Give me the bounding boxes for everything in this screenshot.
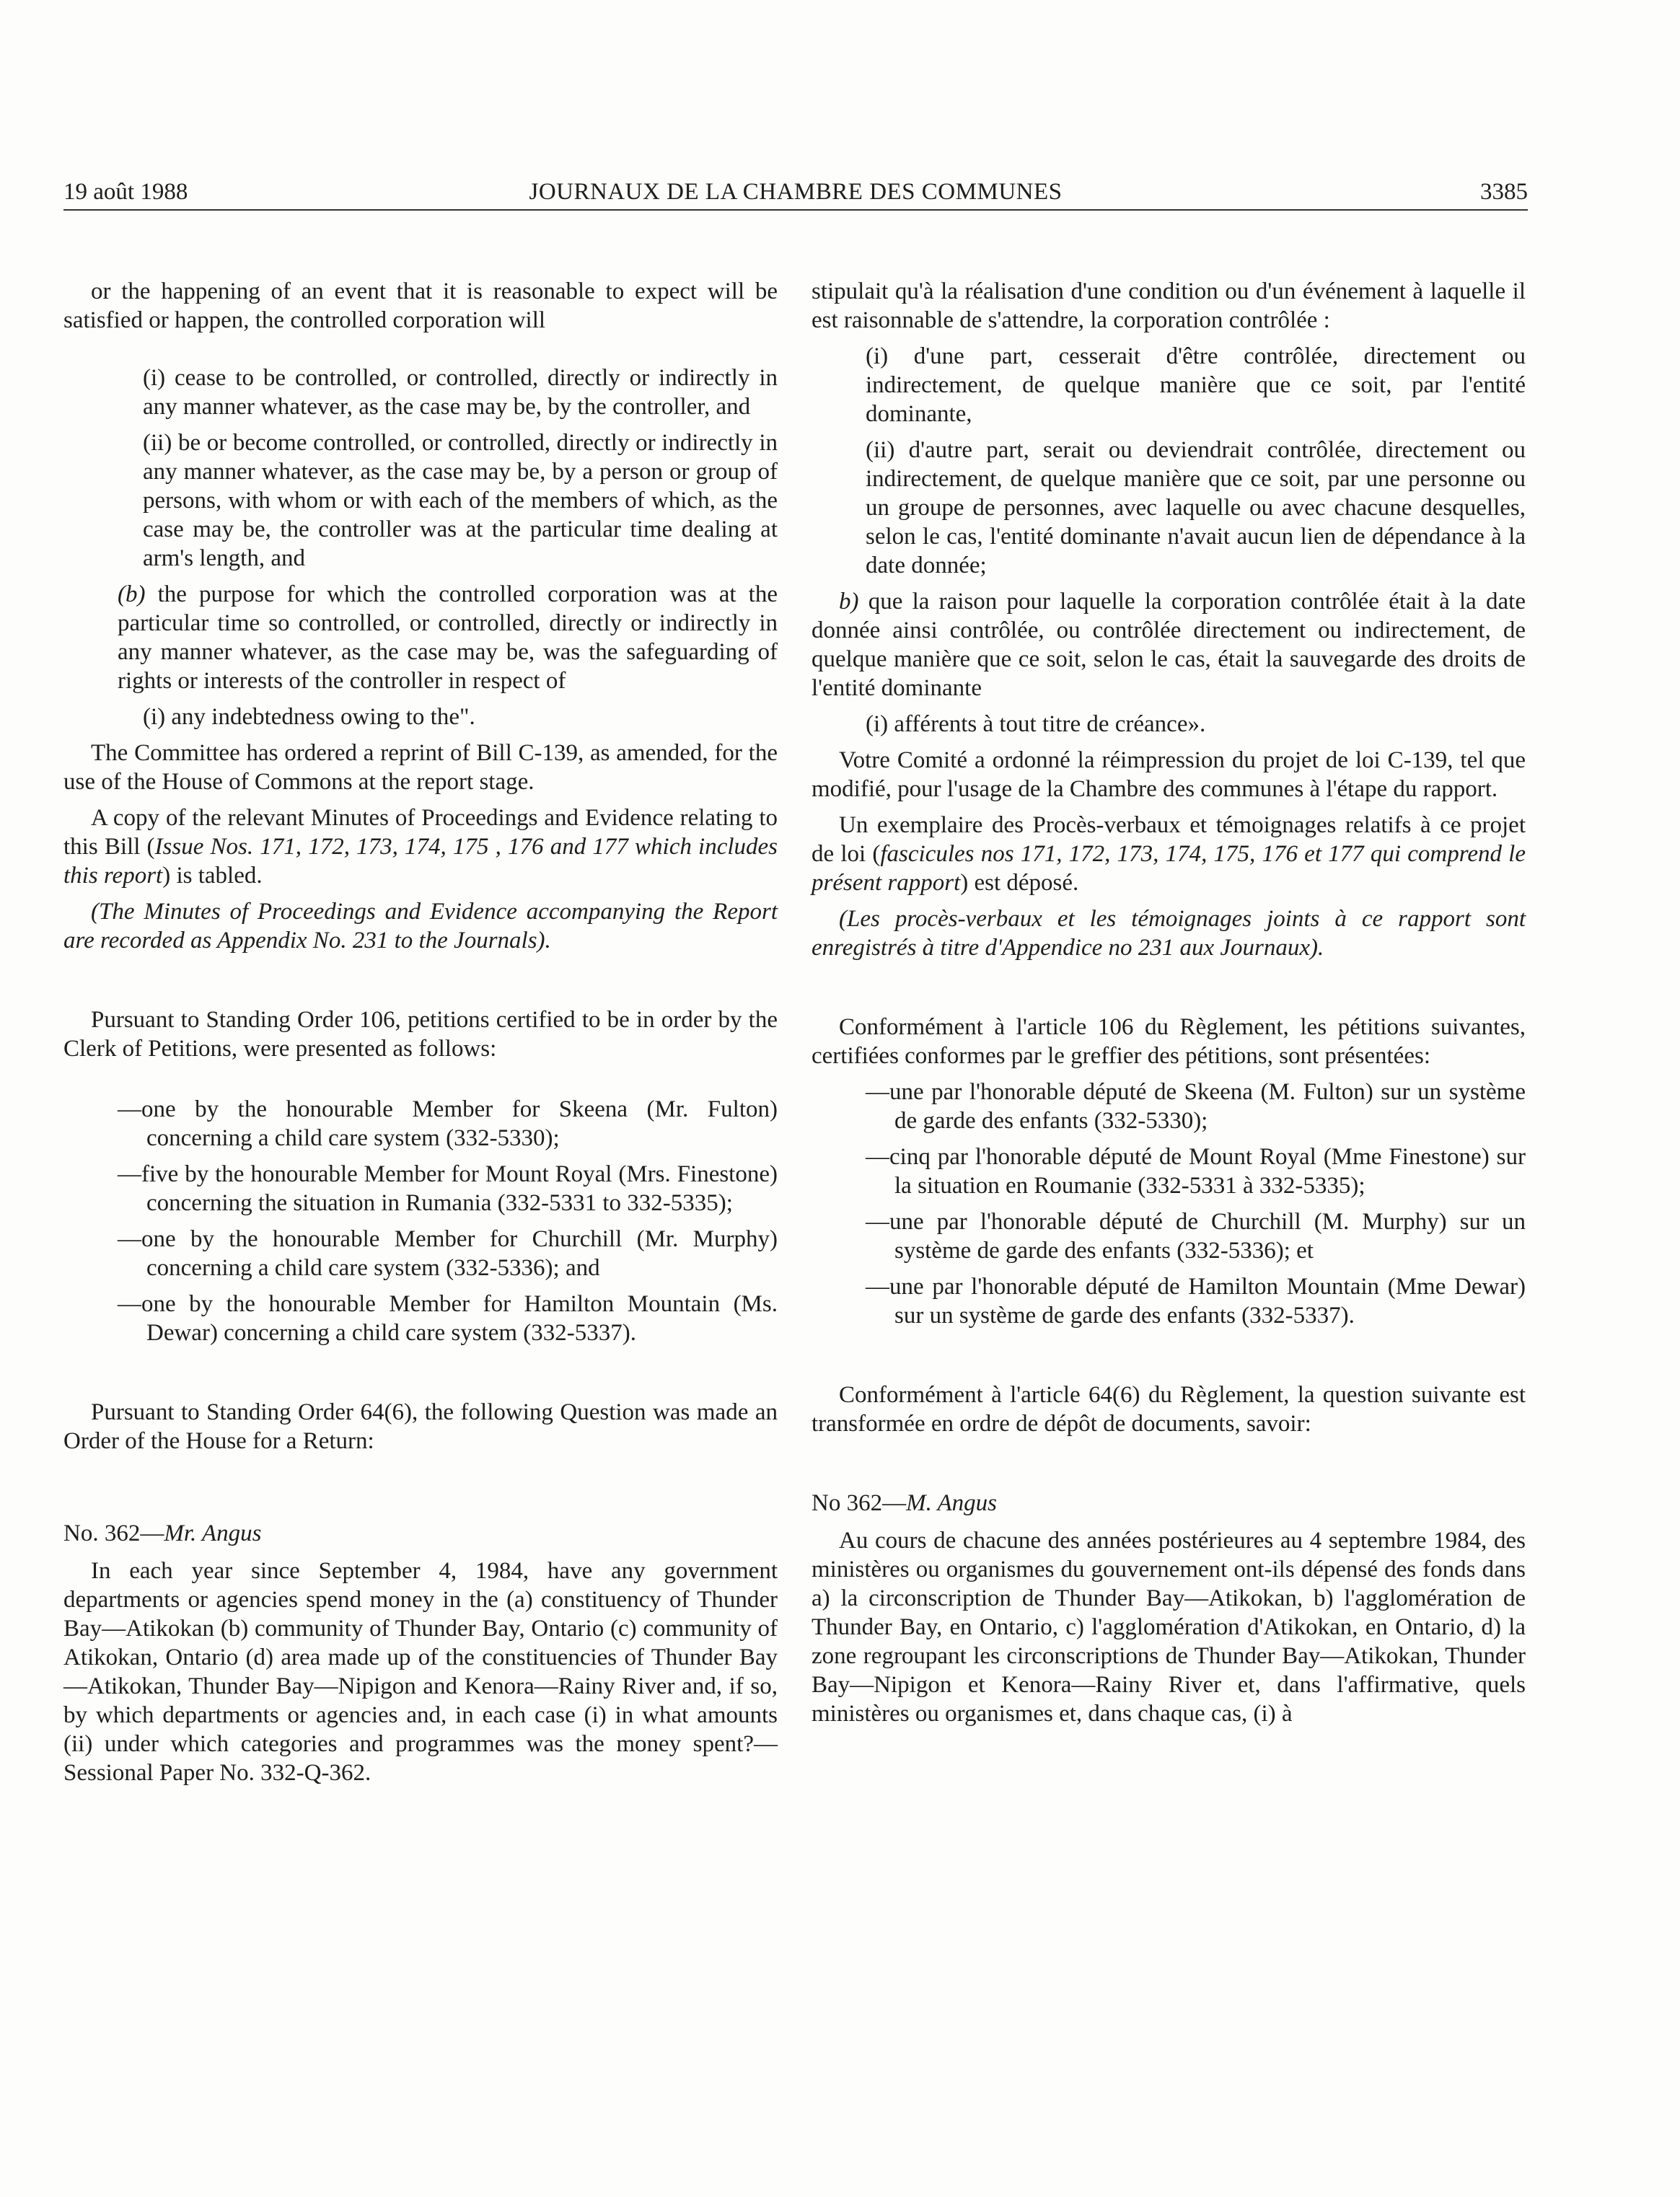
petition-item: —une par l'honorable député de Skeena (M. Fulton) sur un système de garde des enfants (332-5330); (866, 1079, 1526, 1134)
page-number: 3385 (1480, 179, 1528, 205)
paragraph: Pursuant to Standing Order 64(6), the following Question was made an Order of the House for a Return: (63, 1399, 778, 1454)
appendix-note: (The Minutes of Proceedings and Evidence accompanying the Report are recorded as Appendix No. 231 to the Journals). (63, 899, 778, 954)
petition-item: —five by the honourable Member for Mount Royal (Mrs. Finestone) concerning the situation in Rumania (332-5331 to 332-5335); (118, 1161, 778, 1216)
petition-item: —une par l'honorable député de Churchill (M. Murphy) sur un système de garde des enfants (332-5336); et (866, 1209, 1526, 1264)
paragraph (63, 803, 778, 890)
text: A copy of the relevant Minutes of Proceedings and Evidence relating to this Bill ( (63, 805, 778, 860)
petition-item: —cinq par l'honorable député de Mount Royal (Mme Finestone) sur la situation en Roumanie (332-5331 à 332-5335); (866, 1144, 1526, 1199)
clause-text: the purpose for which the controlled corporation was at the particular time so controlled, or controlled, directly or indirectly in any manner whatever, as the case may be, was the safeguarding of rights or interests of the controller in respect of (118, 581, 778, 694)
issue-reference: fascicules nos 171, 172, 173, 174, 175, 176 et 177 qui comprend le présent rapport (812, 841, 1526, 896)
paragraph: The Committee has ordered a reprint of Bill C-139, as amended, for the use of the House of Commons at the report stage. (63, 740, 778, 795)
clause-label: (b) (118, 581, 146, 607)
journal-title: JOURNAUX DE LA CHAMBRE DES COMMUNES (529, 179, 1063, 205)
paragraph: Votre Comité a ordonné la réimpression du projet de loi C-139, tel que modifié, pour l'usage de la Chambre des communes à l'étape du rapport. (812, 747, 1526, 802)
petition-item: —one by the honourable Member for Skeena (Mr. Fulton) concerning a child care system (332-5330); (118, 1096, 778, 1151)
question-member: Mr. Angus (164, 1520, 262, 1546)
sub-clause: (i) afférents à tout titre de créance». (866, 711, 1206, 737)
appendix-note: (Les procès-verbaux et les témoignages joints à ce rapport sont enregistrés à titre d'Appendice no 231 aux Journaux). (812, 906, 1526, 961)
question-number: No. 362— (63, 1520, 164, 1546)
paragraph: Pursuant to Standing Order 106, petitions certified to be in order by the Clerk of Petitions, were presented as follows: (63, 1007, 778, 1062)
petition-item: —une par l'honorable député de Hamilton Mountain (Mme Dewar) sur un système de garde des enfants (332-5337). (866, 1274, 1526, 1329)
clause-b (118, 580, 778, 695)
sub-clause: (i) d'une part, cesserait d'être contrôlée, directement ou indirectement, de quelque manière que ce soit, par l'entité dominante, (866, 343, 1526, 427)
paragraph: or the happening of an event that it is reasonable to expect will be satisfied or happen, the controlled corporation will (63, 278, 778, 333)
issue-reference: Issue Nos. 171, 172, 173, 174, 175 , 176 and 177 which includes this report (63, 834, 778, 889)
question-heading (63, 1519, 778, 1548)
question-text: Au cours de chacune des années postérieures au 4 septembre 1984, des ministères ou organismes du gouvernement ont-ils dépensé des fonds dans a) la circonscription de Thunder Bay—Atikokan, b) l'agglomération de Thunder Bay, en Ontario, c) l'agglomération d'Atikokan, en Ontario, d) la zone regroupant les circonscriptions de Thunder Bay—Atikokan, Thunder Bay—Nipigon et Kenora—Rainy River et, dans l'affirmative, quels ministères ou organismes et, dans chaque cas, (i) à (812, 1528, 1526, 1727)
paragraph: Conformément à l'article 106 du Règlement, les pétitions suivantes, certifiées conformes par le greffier des pétitions, sont présentées: (812, 1014, 1526, 1069)
paragraph (812, 811, 1526, 897)
question-heading (812, 1489, 1526, 1518)
text: ) est déposé. (960, 870, 1079, 896)
clause-label: b) (839, 589, 859, 615)
sub-clause: (ii) d'autre part, serait ou deviendrait contrôlée, directement ou indirectement, de quelque manière que ce soit, par une personne ou un groupe de personnes, avec laquelle ou avec chacune desquelles, selon le cas, l'entité dominante n'avait aucun lien de dépendance à la date donnée; (866, 437, 1526, 578)
clause-text: que la raison pour laquelle la corporation contrôlée était à la date donnée ainsi contrôlée, ou contrôlée directement ou indirectement, de quelque manière que ce soit, selon le cas, était la sauvegarde des droits de l'entité dominante (812, 589, 1526, 701)
french-column (812, 277, 1526, 1735)
question-text: In each year since September 4, 1984, have any government departments or agencies spend money in the (a) constituency of Thunder Bay—Atikokan (b) community of Thunder Bay, Ontario (c) community of Atikokan, Ontario (d) area made up of the constituencies of Thunder Bay—Atikokan, Thunder Bay—Nipigon and Kenora—Rainy River and, if so, by which departments or agencies and, in each case (i) in what amounts (ii) under which categories and programmes was the money spent?—Sessional Paper No. 332-Q-362. (63, 1558, 778, 1786)
sub-clause: (ii) be or become controlled, or controlled, directly or indirectly in any manner whatever, as the case may be, by a person or group of persons, with whom or with each of the members of which, as the case may be, the controller was at the particular time dealing at arm's length, and (143, 430, 778, 571)
text: Un exemplaire des Procès-verbaux et témoignages relatifs à ce projet de loi ( (812, 812, 1526, 867)
paragraph: Conformément à l'article 64(6) du Règlement, la question suivante est transformée en ordre de dépôt de documents, savoir: (812, 1382, 1526, 1437)
question-member: M. Angus (906, 1490, 997, 1516)
page-header (63, 176, 1528, 211)
header-date: 19 août 1988 (63, 179, 188, 205)
text: ) is tabled. (162, 863, 263, 889)
clause-b (812, 587, 1526, 703)
sub-clause: (i) any indebtedness owing to the". (143, 704, 475, 730)
petition-item: —one by the honourable Member for Hamilton Mountain (Ms. Dewar) concerning a child care system (332-5337). (118, 1291, 778, 1346)
paragraph: stipulait qu'à la réalisation d'une condition ou d'un événement à laquelle il est raisonnable de s'attendre, la corporation contrôlée : (812, 278, 1526, 333)
english-column (63, 277, 778, 1795)
question-number: No 362— (812, 1490, 907, 1516)
petition-item: —one by the honourable Member for Churchill (Mr. Murphy) concerning a child care system (332-5336); and (118, 1226, 778, 1281)
sub-clause: (i) cease to be controlled, or controlled, directly or indirectly in any manner whatever, as the case may be, by the controller, and (143, 365, 778, 420)
